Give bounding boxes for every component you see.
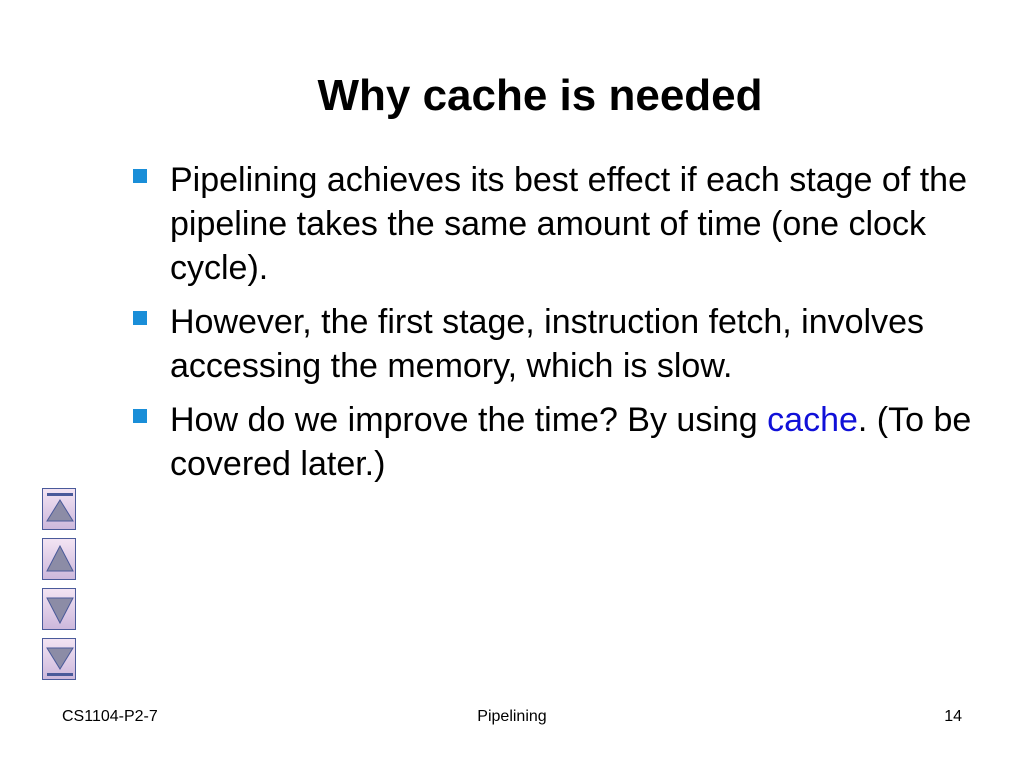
- bullet-text: Pipelining achieves its best effect if each stage of the pipeline takes the same amount of time (one clock cycle).: [170, 161, 967, 287]
- next-slide-button[interactable]: [42, 588, 76, 630]
- square-bullet-icon: [133, 311, 147, 325]
- next-slide-icon: [43, 589, 77, 631]
- previous-slide-button[interactable]: [42, 538, 76, 580]
- slide-number: 14: [944, 708, 962, 725]
- bullet-list: [130, 158, 980, 496]
- last-slide-icon: [43, 639, 77, 681]
- footer-course-code: CS1104-P2-7: [62, 708, 158, 725]
- square-bullet-icon: [133, 409, 147, 423]
- slide-title: Why cache is needed: [317, 71, 763, 120]
- cache-link[interactable]: cache: [767, 401, 858, 439]
- previous-slide-icon: [43, 539, 77, 581]
- bullet-text: . (To be covered later.): [170, 401, 972, 483]
- footer-topic: Pipelining: [477, 708, 547, 725]
- last-slide-button[interactable]: [42, 638, 76, 680]
- first-slide-icon: [43, 489, 77, 531]
- bullet-item: [130, 158, 980, 290]
- first-slide-button[interactable]: [42, 488, 76, 530]
- bullet-item: [130, 398, 980, 486]
- bullet-item: [130, 300, 980, 388]
- square-bullet-icon: [133, 169, 147, 183]
- bullet-text: How do we improve the time? By using: [170, 401, 768, 439]
- bullet-text: However, the first stage, instruction fetch, involves accessing the memory, which is slow.: [170, 303, 925, 385]
- slide-navigation: [42, 488, 78, 688]
